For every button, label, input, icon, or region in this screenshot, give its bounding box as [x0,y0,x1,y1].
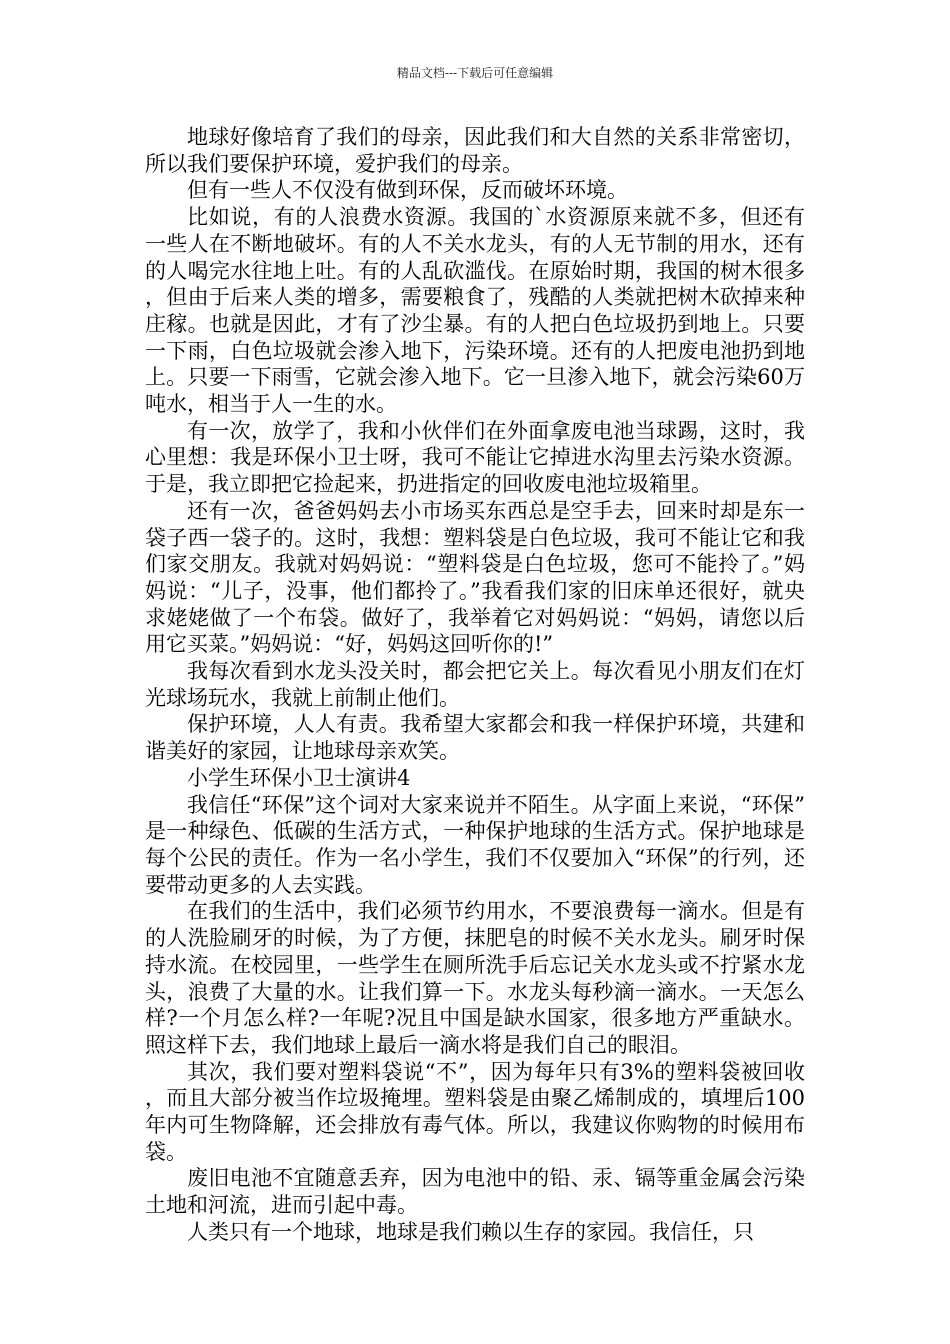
paragraph: 其次，我们要对塑料袋说“不”，因为每年只有3%的塑料袋被回收，而且大部分被当作垃圾掩埋。塑料袋是由聚乙烯制成的，填埋后100年内可生物降解，还会排放有毒气体。所以，我建议你购物的时候用布袋。 [145,1059,805,1164]
paragraph: 比如说，有的人浪费水资源。我国的`水资源原来就不多，但还有一些人在不断地破坏。有的人不关水龙头，有的人无节制的用水，还有的人喝完水往地上吐。有的人乱砍滥伐。在原始时期，我国的树木很多，但由于后来人类的增多，需要粮食了，残酷的人类就把树木砍掉来种庄稼。也就是因此，才有了沙尘暴。有的人把白色垃圾扔到地上。只要一下雨，白色垃圾就会渗入地下，污染环境。还有的人把废电池扔到地上。只要一下雨雪，它就会渗入地下。它一旦渗入地下，就会污染60万吨水，相当于人一生的水。 [145,205,805,417]
paragraph: 有一次，放学了，我和小伙伴们在外面拿废电池当球踢，这时，我心里想：我是环保小卫士呀，我可不能让它掉进水沟里去污染水资源。于是，我立即把它捡起来，扔进指定的回收废电池垃圾箱里。 [145,418,805,497]
page-header: 精品文档---下载后可任意编辑 [396,66,554,80]
paragraph: 保护环境，人人有责。我希望大家都会和我一样保护环境，共建和谐美好的家园，让地球母亲欢笑。 [145,712,805,764]
paragraph: 我每次看到水龙头没关时，都会把它关上。每次看见小朋友们在灯光球场玩水，我就上前制止他们。 [145,659,805,710]
paragraph: 废旧电池不宜随意丢弃，因为电池中的铅、汞、镉等重金属会污染土地和河流，进而引起中毒。 [145,1166,805,1218]
paragraph: 在我们的生活中，我们必须节约用水，不要浪费每一滴水。但是有的人洗脸刷牙的时候，为了方便，抹肥皂的时候不关水龙头。刷牙时保持水流。在校园里，一些学生在厕所洗手后忘记关水龙头或不拧紧水龙头，浪费了大量的水。让我们算一下。水龙头每秒滴一滴水。一天怎么样?一个月怎么样?一年呢?况且中国是缺水国家，很多地方严重缺水。照这样下去，我们地球上最后一滴水将是我们自己的眼泪。 [145,899,805,1057]
paragraph: 还有一次，爸爸妈妈去小市场买东西总是空手去，回来时却是东一袋子西一袋子的。这时，我想：塑料袋是白色垃圾，我可不能让它和我们家交朋友。我就对妈妈说：“塑料袋是白色垃圾，您可不能拎了。”妈妈说：“儿子，没事，他们都拎了。”我看我们家的旧床单还很好，就央求姥姥做了一个布袋。做好了，我举着它对妈妈说：“妈妈，请您以后用它买菜。”妈妈说：“好，妈妈这回听你的!” [145,498,805,657]
paragraph: 地球好像培育了我们的母亲，因此我们和大自然的关系非常密切，所以我们要保护环境，爱护我们的母亲。 [145,125,805,176]
paragraph: 但有一些人不仅没有做到环保，反而破坏环境。 [187,178,628,203]
document-body [145,124,805,1246]
paragraph: 人类只有一个地球，地球是我们赖以生存的家园。我信任，只 [187,1219,754,1244]
section-heading: 小学生环保小卫士演讲4 [187,765,411,790]
paragraph: 我信任“环保”这个词对大家来说并不陌生。从字面上来说，“环保”是一种绿色、低碳的生活方式，一种保护地球的生活方式。保护地球是每个公民的责任。作为一名小学生，我们不仅要加入“环保”的行列，还要带动更多的人去实践。 [145,792,805,897]
